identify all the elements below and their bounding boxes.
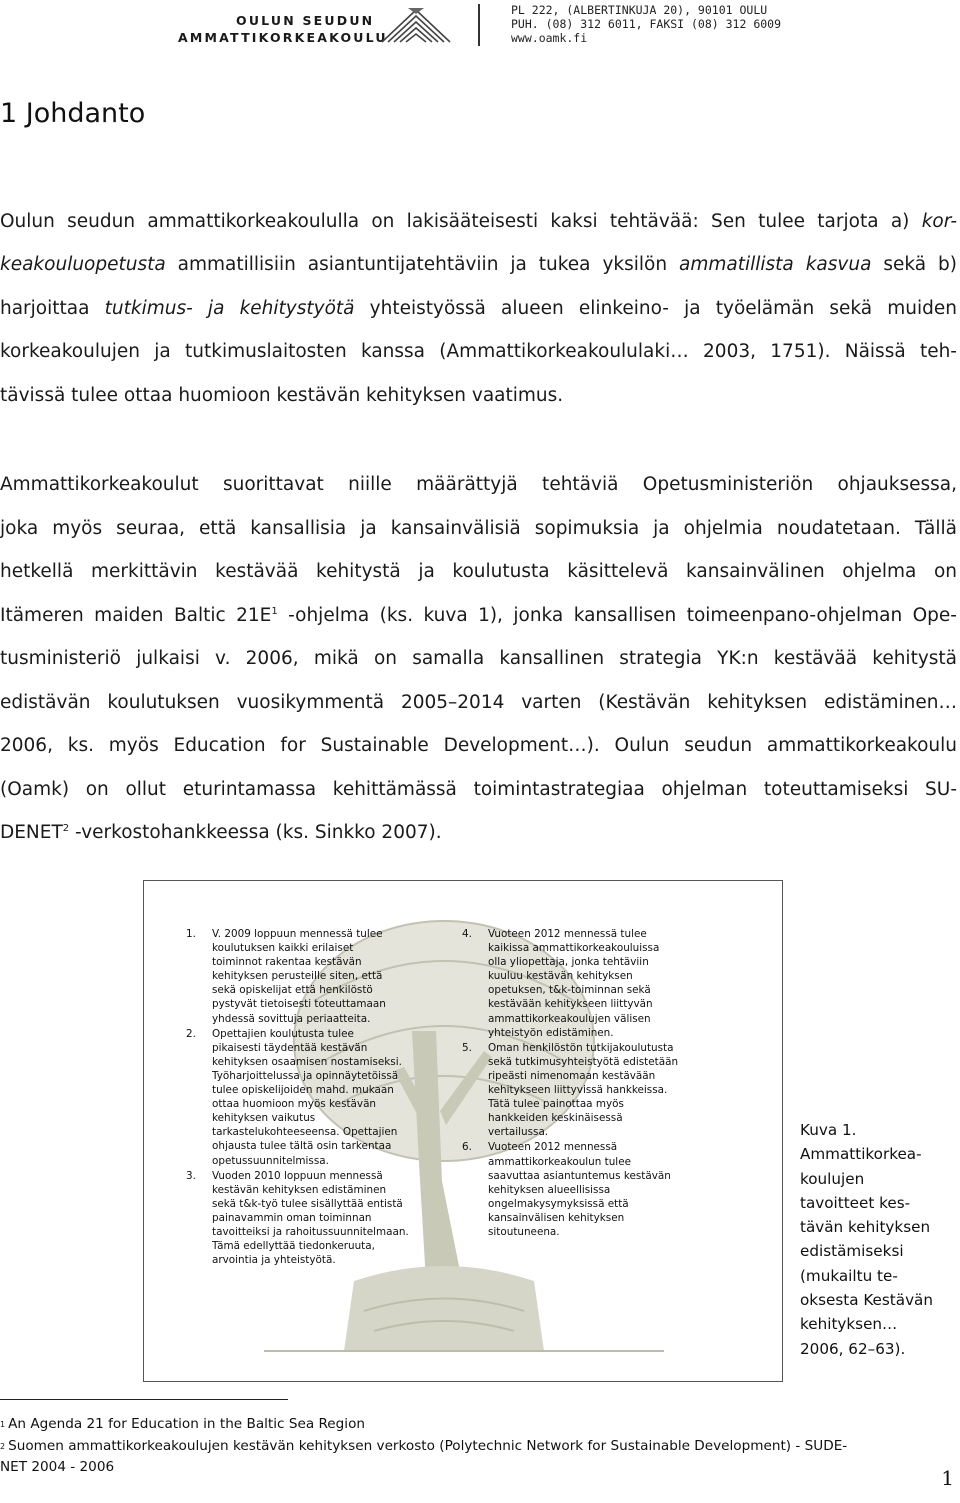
paragraph-line: tusministeriö julkaisi v. 2006, mikä on samalla kansallinen strategia YK:n kestävää kehitystä [0, 648, 957, 669]
footnote-text: An Agenda 21 for Education in the Baltic Sea Region [8, 1416, 366, 1432]
footnote-1 [0, 1414, 940, 1436]
goal-number: 1. [186, 928, 196, 940]
page-number: 1 [941, 1466, 954, 1490]
footnote-2 [0, 1436, 940, 1479]
goal-number: 4. [462, 928, 472, 940]
paragraph-line: (Oamk) on ollut eturintamassa kehittämässä toimintastrategiaa ohjelman toteuttamiseksi SU- [0, 778, 957, 800]
header-divider [478, 4, 480, 46]
goal-item [462, 927, 757, 1040]
goal-text: V. 2009 loppuun mennessä tulee koulutuksen kaikki erilaiset toiminnot rakentaa kestävän kehityksen perusteille siten, että sekä opiskelijat että henkilöstö pystyvät tietoisesti toteuttamaan yhdessä sovittuja periaatteita. [212, 928, 386, 1025]
paragraph-line: Ammattikorkeakoulut suorittavat niille määrättyjä tehtäviä Opetusministeriön ohjauksessa, [0, 474, 957, 495]
paragraph-line: DENET$^2$ -verkostohankkeessa (ks. Sinkko 2007). [0, 822, 442, 843]
contact-website: www.oamk.fi [511, 31, 588, 45]
goal-text: Opettajien koulutusta tulee pikaisesti täydentää kestävän kehityksen osaamisen nostamiseksi. Työharjoittelussa ja opinnäytetöissä tulee opiskelijoiden mahd. mukaan ottaa huomioon myös kestävän kehityksen vaikutus tarkastelukohteeseensa. Opettajien ohjausta tulee tältä osin tarkentaa opetussuunnitelmissa. [212, 1027, 402, 1167]
footnote-ref-1: 1 [271, 605, 278, 617]
figure-goals [143, 880, 783, 1382]
goal-item [462, 1140, 757, 1239]
paragraph-line: korkeakoulujen ja tutkimuslaitosten kanssa (Ammattikorkeakoululaki… 2003, 1751). Näissä teh- [0, 341, 957, 363]
footnote-number: 2 [0, 1441, 6, 1451]
goal-text: Vuoteen 2012 mennessä tulee kaikissa ammattikorkeakouluissa olla yliopettaja, jonka tehtäviin kuuluu kestävän kehityksen opetuksen, t&k-toiminnan sekä kestävään kehitykseen liittyvän ammattikorkeakoulujen välisen yhteistyön edistäminen. [488, 928, 660, 1039]
org-name-line1: OULUN SEUDUN [236, 13, 375, 28]
paragraph-line: 2006, ks. myös Education for Sustainable Development…). Oulun seudun ammattikorkeakoulu [0, 735, 957, 756]
footnote-divider [0, 1399, 288, 1400]
organization-name [178, 12, 388, 46]
org-name-line2: AMMATTIKORKEAKOULU [178, 30, 388, 45]
paragraph-line: hetkellä merkittävin kestävää kehitystä ja koulutusta käsittelevä kansainvälinen ohjelma on [0, 561, 957, 582]
paragraph-line: keakouluopetusta ammatillisiin asiantuntijatehtäviin ja tukea yksilön ammatillista kasvua sekä b) [0, 254, 957, 276]
paragraph-line: Itämeren maiden Baltic $21E^1$ -ohjelma (ks. kuva 1), jonka kansallisen toimeenpano-ohjelman Ope- [0, 604, 957, 626]
contact-info [511, 3, 781, 45]
section-heading: 1 Johdanto [0, 98, 146, 129]
paragraph-intro [0, 200, 957, 417]
goal-text: Vuoden 2010 loppuun mennessä kestävän kehityksen edistäminen sekä t&k-työ tulee sisällyttää entistä painavammin oman toiminnan tavoitteiksi ja rahoitussuunnitelmaan. Tämä edellyttää tiedonkeruuta, arvointia ja yhteistyötä. [212, 1169, 409, 1267]
goal-item [462, 1041, 757, 1140]
footnote-ref-2: 2 [62, 823, 70, 834]
goal-text: Oman henkilöstön tutkijakoulutusta sekä tutkimusyhteistyötä edistetään ripeästi nimenomaan kestävään kehitykseen liittyvissä hankkeissa. Tätä tulee painottaa myös hankkeiden keskinäisessä vertailussa. [488, 1041, 679, 1139]
goal-number: 6. [462, 1141, 472, 1154]
contact-phone: PUH. (08) 312 6011, FAKSI (08) 312 6009 [511, 17, 782, 31]
goal-item [186, 927, 451, 1026]
paragraph-line: harjoittaa tutkimus- ja kehitystyötä yhteistyössä alueen elinkeino- ja työelämän sekä muiden [0, 297, 958, 319]
goals-right-column [462, 927, 757, 1240]
letterhead [0, 0, 960, 56]
goal-number: 5. [462, 1041, 472, 1054]
goal-text: Vuoteen 2012 mennessä ammattikorkeakoulun tulee saavuttaa asiantuntemus kestävän kehityksen alueellisissa ongelmakysymyksissä että kansainvälisen kehityksen sitoutuneena. [488, 1141, 671, 1238]
goal-number: 2. [186, 1027, 196, 1040]
contact-address: PL 222, (ALBERTINKUJA 20), 90101 OULU [511, 3, 768, 17]
footnote-number: 1 [0, 1420, 6, 1429]
paragraph-programmes [0, 463, 957, 855]
footnotes [0, 1414, 940, 1479]
oamk-logo-icon [378, 4, 454, 46]
goal-item [186, 1169, 451, 1268]
goals-left-column [186, 927, 451, 1268]
footnote-text: Suomen ammattikorkeakoulujen kestävän kehityksen verkosto (Polytechnic Network for Sustainable Development) - SUDE- NET 2004 - 2006 [0, 1437, 848, 1475]
figure-caption: Kuva 1. Ammattikorkea- koulujen tavoitteet kes- tävän kehityksen edistämiseksi (mukailtu te- oksesta Kestävän kehityksen… 2006, 62–63). [800, 1121, 933, 1358]
paragraph-line: edistävän koulutuksen vuosikymmentä 2005–2014 varten (Kestävän kehityksen edistäminen… [0, 691, 957, 713]
paragraph-line: tävissä tulee ottaa huomioon kestävän kehityksen vaatimus. [0, 384, 564, 406]
goal-number: 3. [186, 1169, 196, 1182]
paragraph-line: Oulun seudun ammattikorkeakoululla on lakisääteisesti kaksi tehtävää: Sen tulee tarjota a) kor- [0, 211, 957, 232]
goal-item [186, 1027, 451, 1168]
paragraph-line: joka myös seuraa, että kansallisia ja kansainvälisiä sopimuksia ja ohjelmia noudatetaan. Tällä [0, 517, 957, 539]
